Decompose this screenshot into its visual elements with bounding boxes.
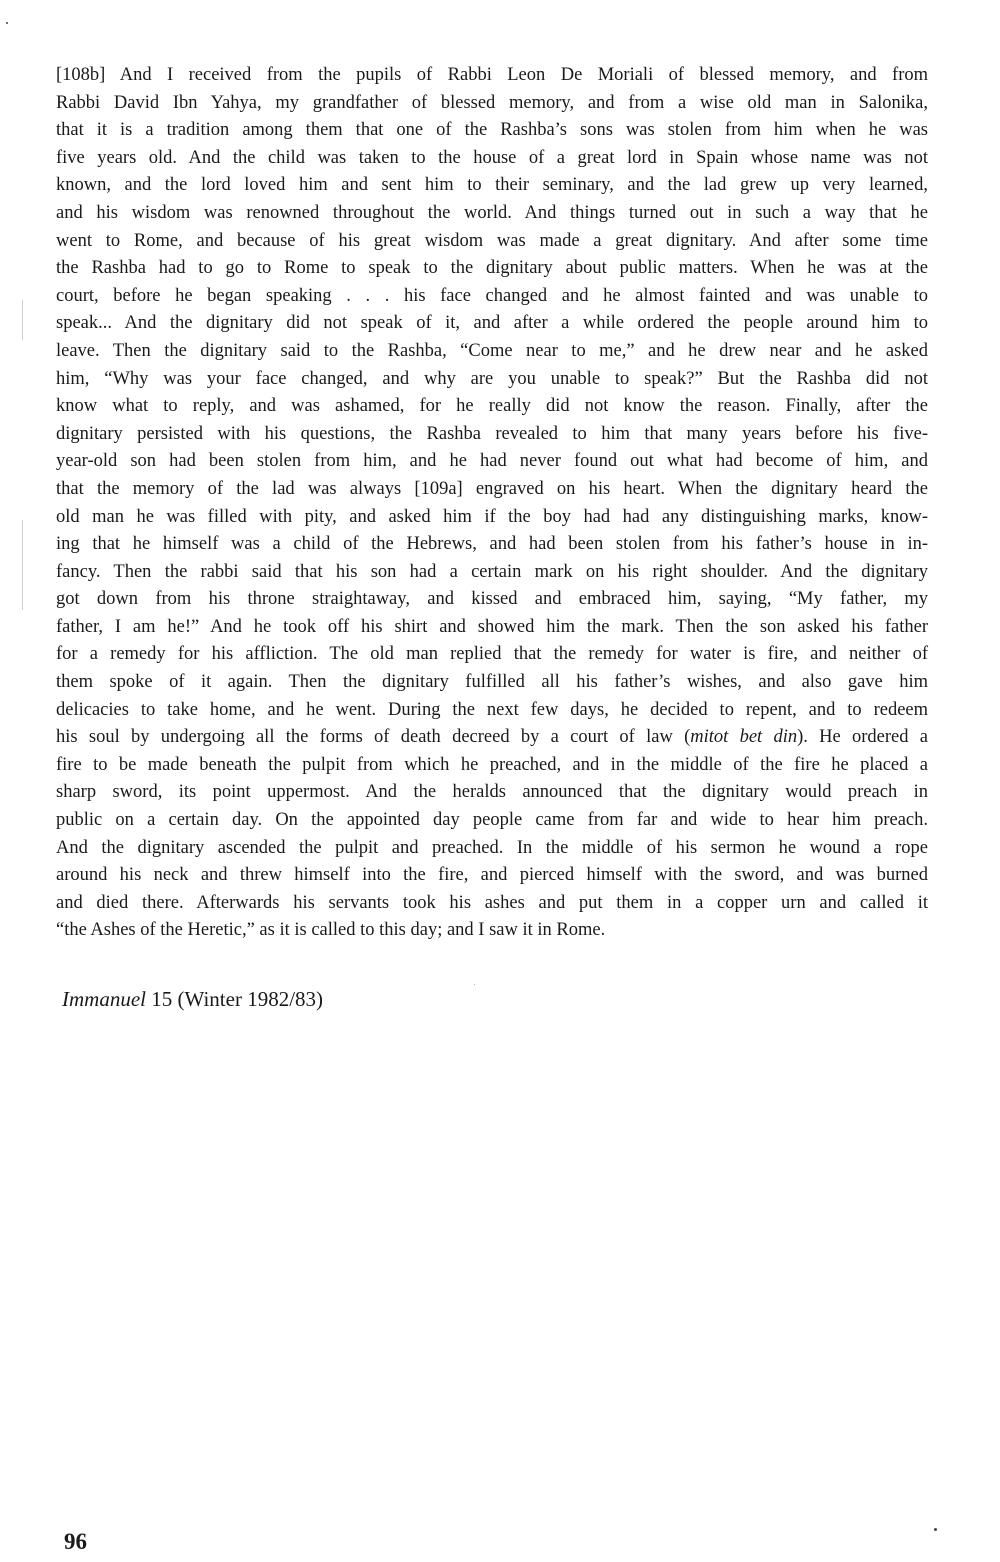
text-line: court, before he began speaking . . . his face changed and he almost fainted and was unable to	[56, 285, 928, 306]
scan-speck	[474, 984, 475, 985]
text-line-last: “the Ashes of the Heretic,” as it is called to this day; and I saw it in Rome.	[56, 920, 606, 941]
text-line: delicacies to take home, and he went. During the next few days, he decided to repent, and to redeem	[56, 699, 928, 720]
text-line: leave. Then the dignitary said to the Rashba, “Come near to me,” and he drew near and he asked	[56, 340, 928, 361]
text-line-mixed	[56, 724, 928, 752]
text-line: that the memory of the lad was always [109a] engraved on his heart. When the dignitary heard the	[56, 478, 928, 499]
text-segment: ). He ordered a	[797, 727, 928, 748]
text-line: ing that he himself was a child of the Hebrews, and had been stolen from his father’s house in in-	[56, 534, 928, 555]
text-line: and his wisdom was renowned throughout the world. And things turned out in such a way that he	[56, 202, 928, 223]
text-line: And the dignitary ascended the pulpit and preached. In the middle of his sermon he wound a rope	[56, 837, 928, 858]
text-line: Rabbi David Ibn Yahya, my grandfather of blessed memory, and from a wise old man in Salonika,	[56, 92, 928, 113]
text-line: got down from his throne straightaway, and kissed and embraced him, saying, “My father, my	[56, 589, 928, 610]
text-line: for a remedy for his affliction. The old man replied that the remedy for water is fire, and neither of	[56, 644, 928, 665]
text-line: fire to be made beneath the pulpit from which he preached, and in the middle of the fire he placed a	[56, 754, 928, 775]
scan-margin-mark	[22, 520, 23, 610]
citation	[62, 985, 323, 1013]
text-line: them spoke of it again. Then the dignitary fulfilled all his father’s wishes, and also gave him	[56, 672, 928, 693]
text-line: public on a certain day. On the appointed day people came from far and wide to hear him preach.	[56, 810, 928, 831]
text-line: around his neck and threw himself into the fire, and pierced himself with the sword, and was burned	[56, 865, 928, 886]
text-line: and died there. Afterwards his servants took his ashes and put them in a copper urn and called it	[56, 892, 928, 913]
text-line: went to Rome, and because of his great wisdom was made a great dignitary. And after some time	[56, 230, 928, 251]
text-line: that it is a tradition among them that one of the Rashba’s sons was stolen from him when he was	[56, 120, 928, 141]
text-line: the Rashba had to go to Rome to speak to the dignitary about public matters. When he was at the	[56, 258, 928, 279]
scan-speck	[6, 22, 8, 24]
text-line: old man he was filled with pity, and asked him if the boy had had any distinguishing marks, know-	[56, 506, 928, 527]
text-line: sharp sword, its point uppermost. And the heralds announced that the dignitary would preach in	[56, 782, 928, 803]
text-segment: his soul by undergoing all the forms of death decreed by a court of law (	[56, 727, 691, 748]
text-line: year-old son had been stolen from him, and he had never found out what had become of him, and	[56, 451, 928, 472]
text-line: him, “Why was your face changed, and why are you unable to speak?” But the Rashba did not	[56, 368, 928, 389]
text-line: fancy. Then the rabbi said that his son had a certain mark on his right shoulder. And the dignitary	[56, 561, 928, 582]
text-line: dignitary persisted with his questions, the Rashba revealed to him that many years before his five-	[56, 423, 928, 444]
text-line: known, and the lord loved him and sent him to their seminary, and the lad grew up very learned,	[56, 175, 928, 196]
body-text	[56, 62, 928, 945]
scan-speck	[934, 1528, 937, 1531]
scan-margin-mark	[22, 300, 23, 340]
citation-details: 15 (Winter 1982/83)	[145, 987, 324, 1011]
journal-title: Immanuel	[62, 987, 146, 1011]
page-number: 96	[64, 1529, 87, 1554]
text-line: father, I am he!” And he took off his shirt and showed him the mark. Then the son asked his father	[56, 616, 928, 637]
text-line: [108b] And I received from the pupils of Rabbi Leon De Moriali of blessed memory, and from	[56, 65, 928, 85]
text-line: five years old. And the child was taken to the house of a great lord in Spain whose name was not	[56, 147, 928, 168]
text-line: know what to reply, and was ashamed, for he really did not know the reason. Finally, after the	[56, 396, 928, 417]
text-line: speak... And the dignitary did not speak of it, and after a while ordered the people around him to	[56, 313, 928, 334]
italic-term: mitot bet din	[690, 727, 798, 748]
